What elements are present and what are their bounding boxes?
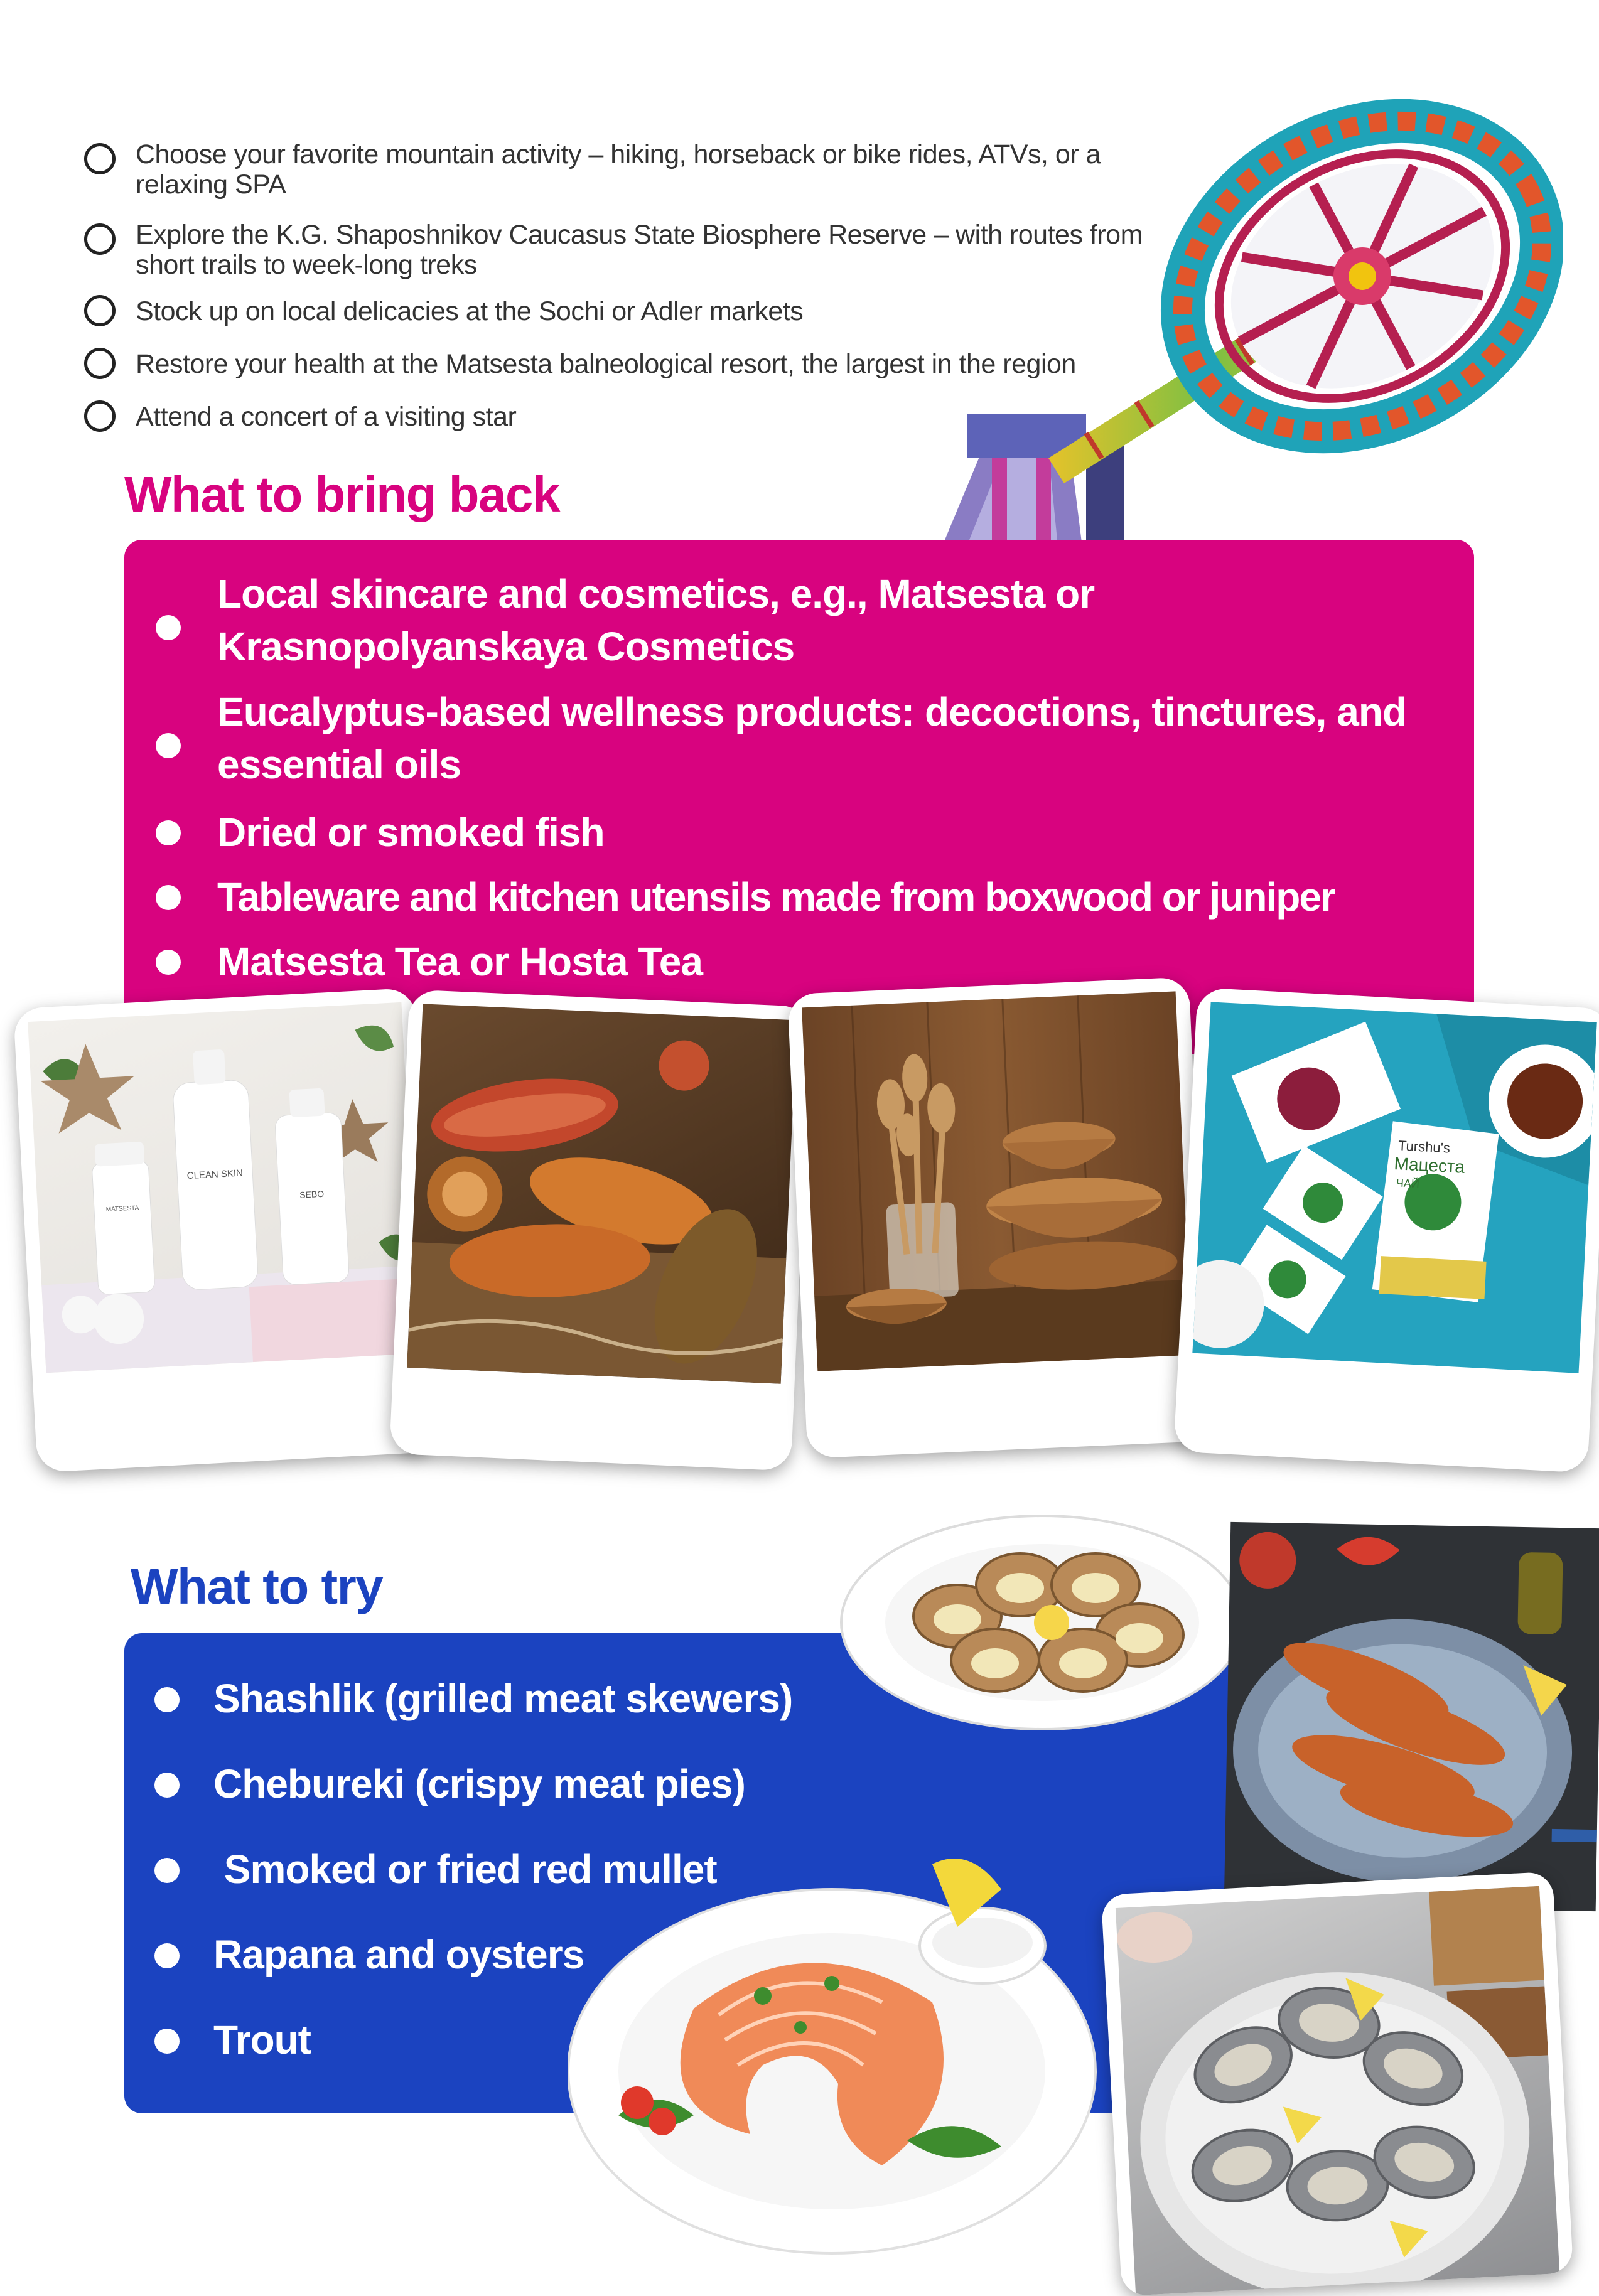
bring-back-item: Local skincare and cosmetics, e.g., Matsesta or Krasnopolyanskaya Cosmetics <box>217 571 1095 669</box>
photo-card-tableware <box>787 977 1209 1458</box>
what-to-try-item: Trout <box>213 2017 311 2063</box>
photo-card-oysters <box>1101 1872 1574 2296</box>
checkbox-circle-icon[interactable] <box>84 400 116 432</box>
checklist-item <box>84 295 1183 326</box>
checkbox-circle-icon[interactable] <box>84 223 116 255</box>
tea-name-label: Мацеста <box>1393 1154 1465 1177</box>
checklist-text: Restore your health at the Matsesta balneological resort, the largest in the region <box>136 349 1076 379</box>
checkbox-circle-icon[interactable] <box>84 143 116 174</box>
checklist-item <box>84 400 1183 432</box>
checklist-text: Explore the K.G. Shaposhnikov Caucasus State Biosphere Reserve – with routes from short trails to week-long treks <box>136 220 1143 280</box>
bring-back-item: Matsesta Tea or Hosta Tea <box>217 939 703 984</box>
cosmetics-photo <box>28 1002 419 1373</box>
bring-back-item: Tableware and kitchen utensils made from boxwood or juniper <box>217 874 1335 920</box>
photo-card-tea <box>1173 987 1599 1473</box>
bullet-icon <box>154 2029 180 2054</box>
section-heading-bring-back: What to bring back <box>124 466 559 522</box>
bullet-icon <box>154 1687 180 1712</box>
checkbox-circle-icon[interactable] <box>84 348 116 379</box>
photo-card-fish <box>389 989 811 1471</box>
red-mullet-photo <box>1224 1522 1599 1911</box>
checklist-text: Choose your favorite mountain activity – hiking, horseback or bike rides, ATVs, or a relaxing SPA <box>136 139 1101 200</box>
what-to-try-item: Shashlik (grilled meat skewers) <box>213 1676 793 1721</box>
bottle-label: MATSESTA <box>105 1204 139 1213</box>
section-heading-what-to-try: What to try <box>131 1558 383 1614</box>
what-to-try-item: Rapana and oysters <box>213 1932 584 1977</box>
bullet-icon <box>154 1773 180 1798</box>
matsesta-tea-photo <box>1192 1002 1596 1373</box>
photo-card-cosmetics <box>13 988 439 1473</box>
bullet-icon <box>156 950 181 975</box>
checklist-item <box>84 139 1183 200</box>
bottle-label: CLEAN SKIN <box>186 1167 244 1182</box>
tea-sub-label: ЧАЙ <box>1396 1176 1420 1191</box>
wooden-tableware-photo <box>802 991 1192 1371</box>
oysters-photo <box>1116 1886 1560 2296</box>
bring-back-item: Dried or smoked fish <box>217 810 605 855</box>
trout-steak-photo <box>568 1852 1133 2261</box>
what-to-try-item: Chebureki (crispy meat pies) <box>213 1761 745 1806</box>
bullet-icon <box>156 820 181 845</box>
checklist-text: Attend a concert of a visiting star <box>136 402 517 432</box>
bullet-icon <box>156 733 181 758</box>
bring-back-panel <box>124 540 1474 1054</box>
checklist-text: Stock up on local delicacies at the Sochi or Adler markets <box>136 296 804 326</box>
what-to-try-item: Smoked or fried red mullet <box>213 1847 717 1892</box>
bullet-icon <box>156 615 181 640</box>
tea-brand-label: Turshu's <box>1397 1137 1451 1156</box>
checklist-item <box>84 348 1183 379</box>
rapana-dish-photo <box>838 1503 1246 1735</box>
checklist-item <box>84 220 1183 280</box>
checkbox-circle-icon[interactable] <box>84 295 116 326</box>
bottle-label: SEBO <box>299 1188 325 1200</box>
bring-back-item: Eucalyptus-based wellness products: decoctions, tinctures, and essential oils <box>217 689 1406 787</box>
bullet-icon <box>154 1858 180 1883</box>
bullet-icon <box>156 885 181 910</box>
bullet-icon <box>154 1943 180 1968</box>
smoked-fish-photo <box>407 1004 797 1383</box>
